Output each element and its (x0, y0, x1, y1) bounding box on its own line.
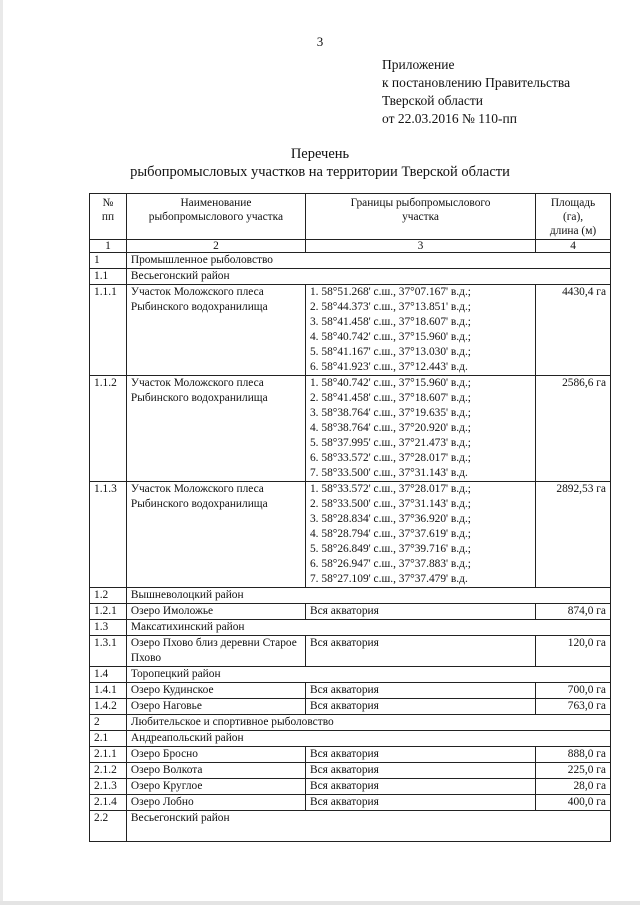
table-row (90, 763, 611, 779)
row-number: 1.4.1 (90, 683, 127, 699)
boundary-point: 1. 58°40.742' с.ш., 37°15.960' в.д.; (309, 377, 471, 389)
boundary-point: 6. 58°26.947' с.ш., 37°37.883' в.д.; (309, 558, 471, 570)
row-number: 2.1.1 (90, 747, 127, 763)
table-row (90, 636, 611, 667)
boundary-point: 7. 58°27.109' с.ш., 37°37.479' в.д. (309, 573, 468, 585)
row-number: 2.1 (90, 731, 127, 747)
boundary-point: 6. 58°33.572' с.ш., 37°28.017' в.д.; (309, 452, 471, 464)
boundary-point: 5. 58°37.995' с.ш., 37°21.473' в.д.; (309, 437, 471, 449)
boundary-point: Вся акватория (309, 780, 379, 792)
area-size: 28,0 га (536, 779, 611, 795)
section-title: Промышленное рыболовство (126, 253, 610, 269)
page-number: 3 (316, 34, 324, 49)
section-row (90, 588, 611, 604)
table-row (90, 795, 611, 811)
area-boundaries (305, 482, 535, 588)
section-row (90, 731, 611, 747)
area-boundaries (305, 285, 535, 376)
boundary-point: 4. 58°28.794' с.ш., 37°37.619' в.д.; (309, 528, 471, 540)
area-size: 400,0 га (536, 795, 611, 811)
area-boundaries (305, 683, 535, 699)
header-bounds (305, 194, 535, 240)
area-name: Озеро Пхово близ деревни Старое Пхово (126, 636, 305, 667)
boundary-point: Вся акватория (309, 748, 379, 760)
column-index: 1 (90, 240, 127, 253)
area-size: 120,0 га (536, 636, 611, 667)
appendix-line: к постановлению Правительства (382, 75, 571, 90)
area-name: Участок Моложского плеса Рыбинского водохранилища (126, 285, 305, 376)
boundary-point: 5. 58°41.167' с.ш., 37°13.030' в.д.; (309, 346, 471, 358)
boundary-point: 2. 58°41.458' с.ш., 37°18.607' в.д.; (309, 392, 471, 404)
area-name: Озеро Бросно (126, 747, 305, 763)
row-number: 1.3.1 (90, 636, 127, 667)
section-row (90, 269, 611, 285)
area-size: 763,0 га (536, 699, 611, 715)
column-index: 4 (536, 240, 611, 253)
table-header-row (90, 194, 611, 240)
boundary-point: 1. 58°33.572' с.ш., 37°28.017' в.д.; (309, 483, 471, 495)
area-name: Участок Моложского плеса Рыбинского водохранилища (126, 376, 305, 482)
boundary-point: 3. 58°41.458' с.ш., 37°18.607' в.д.; (309, 316, 471, 328)
row-number: 1.2.1 (90, 604, 127, 620)
area-name: Озеро Лобно (126, 795, 305, 811)
area-size: 874,0 га (536, 604, 611, 620)
row-number: 1.4.2 (90, 699, 127, 715)
row-number: 1.1.1 (90, 285, 127, 376)
header-text: участка (402, 211, 439, 223)
row-number: 1.1.2 (90, 376, 127, 482)
section-row (90, 620, 611, 636)
area-name: Озеро Наговье (126, 699, 305, 715)
boundary-point: 1. 58°51.268' с.ш., 37°07.167' в.д.; (309, 286, 471, 298)
scan-left-edge (0, 0, 3, 905)
area-boundaries (305, 779, 535, 795)
section-row (90, 667, 611, 683)
boundary-point: 4. 58°40.742' с.ш., 37°15.960' в.д.; (309, 331, 471, 343)
section-title: Андреапольский район (126, 731, 610, 747)
section-row (90, 811, 611, 842)
row-number: 1 (90, 253, 127, 269)
boundary-point: Вся акватория (309, 796, 379, 808)
table-row (90, 683, 611, 699)
fishing-areas-table (89, 193, 611, 842)
appendix-line: Приложение (382, 57, 455, 72)
area-name: Озеро Кудинское (126, 683, 305, 699)
table-row (90, 285, 611, 376)
header-text: пп (101, 211, 115, 223)
boundary-point: Вся акватория (309, 637, 379, 649)
table-row (90, 779, 611, 795)
column-index: 3 (305, 240, 535, 253)
row-number: 1.4 (90, 667, 127, 683)
header-text: Наименование (180, 197, 252, 209)
section-title: Любительское и спортивное рыболовство (126, 715, 610, 731)
section-title: Весьегонский район (126, 811, 610, 842)
area-boundaries (305, 763, 535, 779)
row-number: 2.1.3 (90, 779, 127, 795)
column-index: 2 (126, 240, 305, 253)
section-title: Весьегонский район (126, 269, 610, 285)
header-text: Границы рыбопромыслового (350, 197, 491, 209)
area-boundaries (305, 376, 535, 482)
boundary-point: Вся акватория (309, 764, 379, 776)
header-text: № (102, 197, 114, 209)
area-size: 700,0 га (536, 683, 611, 699)
area-boundaries (305, 699, 535, 715)
row-number: 1.1 (90, 269, 127, 285)
section-title: Вышневолоцкий район (126, 588, 610, 604)
area-size: 2892,53 га (536, 482, 611, 588)
scan-bottom-edge (0, 901, 640, 905)
row-number: 1.2 (90, 588, 127, 604)
header-text: рыбопромыслового участка (148, 211, 284, 223)
section-row (90, 715, 611, 731)
column-index-row (90, 240, 611, 253)
boundary-point: 5. 58°26.849' с.ш., 37°39.716' в.д.; (309, 543, 471, 555)
row-number: 2 (90, 715, 127, 731)
title-line: рыбопромысловых участков на территории Тверской области (130, 164, 510, 180)
table-body (90, 253, 611, 842)
document-title (0, 145, 640, 181)
table-row (90, 376, 611, 482)
appendix-header (382, 56, 570, 128)
table-row (90, 699, 611, 715)
table-row (90, 747, 611, 763)
title-line: Перечень (290, 146, 350, 162)
boundary-point: Вся акватория (309, 700, 379, 712)
area-boundaries (305, 795, 535, 811)
boundary-point: Вся акватория (309, 605, 379, 617)
area-size: 4430,4 га (536, 285, 611, 376)
boundary-point: 7. 58°33.500' с.ш., 37°31.143' в.д. (309, 467, 468, 479)
boundary-point: 2. 58°44.373' с.ш., 37°13.851' в.д.; (309, 301, 471, 313)
section-title: Максатихинский район (126, 620, 610, 636)
row-number: 1.3 (90, 620, 127, 636)
appendix-line: от 22.03.2016 № 110-пп (382, 111, 517, 126)
area-size: 225,0 га (536, 763, 611, 779)
boundary-point: 3. 58°28.834' с.ш., 37°36.920' в.д.; (309, 513, 471, 525)
row-number: 2.1.4 (90, 795, 127, 811)
area-name: Участок Моложского плеса Рыбинского водохранилища (126, 482, 305, 588)
table-row (90, 482, 611, 588)
area-name: Озеро Волкота (126, 763, 305, 779)
row-number: 1.1.3 (90, 482, 127, 588)
boundary-point: 2. 58°33.500' с.ш., 37°31.143' в.д.; (309, 498, 471, 510)
header-text: длина (м) (549, 225, 597, 237)
section-row (90, 253, 611, 269)
table-row (90, 604, 611, 620)
area-boundaries (305, 636, 535, 667)
area-boundaries (305, 604, 535, 620)
header-name (126, 194, 305, 240)
area-name: Озеро Имоложье (126, 604, 305, 620)
area-name: Озеро Круглое (126, 779, 305, 795)
area-size: 2586,6 га (536, 376, 611, 482)
header-num (90, 194, 127, 240)
boundary-point: 4. 58°38.764' с.ш., 37°20.920' в.д.; (309, 422, 471, 434)
header-area (536, 194, 611, 240)
row-number: 2.1.2 (90, 763, 127, 779)
area-boundaries (305, 747, 535, 763)
boundary-point: 3. 58°38.764' с.ш., 37°19.635' в.д.; (309, 407, 471, 419)
appendix-line: Тверской области (382, 93, 483, 108)
boundary-point: 6. 58°41.923' с.ш., 37°12.443' в.д. (309, 361, 468, 373)
boundary-point: Вся акватория (309, 684, 379, 696)
section-title: Торопецкий район (126, 667, 610, 683)
area-size: 888,0 га (536, 747, 611, 763)
row-number: 2.2 (90, 811, 127, 842)
header-text: Площадь (га), (550, 197, 596, 223)
